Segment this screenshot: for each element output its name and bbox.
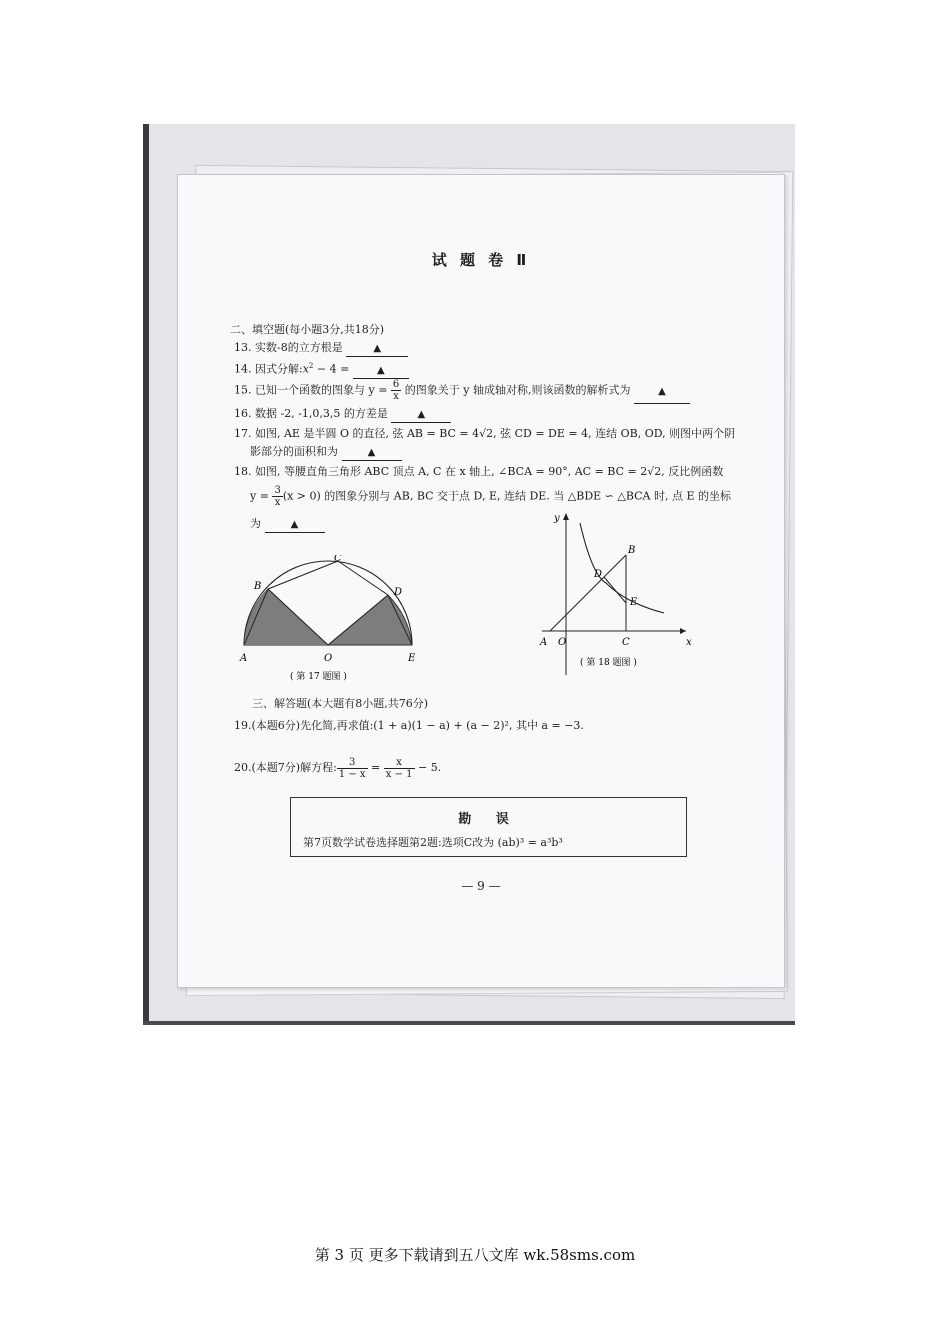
label-C: C [622, 637, 630, 648]
section-heading-fill-in: 二、填空题(每小题3分,共18分) [230, 323, 385, 336]
label-D: D [394, 587, 403, 598]
blank-mark: ▲ [417, 409, 426, 420]
label-B: B [628, 545, 636, 556]
variable-x: x [302, 362, 309, 376]
question-17-line2-text: 影部分的面积和为 [250, 445, 338, 458]
question-19: 19.(本题6分)先化简,再求值:(1 + a)(1 − a) + (a − 2)², 其中 a = −3. [234, 719, 584, 732]
blank-mark: ▲ [376, 364, 385, 376]
equals-sign: = [367, 761, 384, 774]
answer-blank [634, 380, 690, 404]
label-O: O [558, 637, 567, 648]
question-18-line2-pre: y = [250, 489, 273, 503]
scan-edge-bottom [143, 1021, 795, 1025]
blank-mark: ▲ [373, 343, 382, 354]
question-20 [234, 755, 441, 781]
footer-text: 第 3 页 更多下载请到五八文库 wk.58sms.com [314, 1246, 636, 1264]
fraction [272, 485, 282, 508]
figure-17-caption: ( 第 17 题图 ) [290, 672, 347, 682]
fraction-numerator: 6 [392, 379, 400, 390]
figure-17 [238, 555, 428, 685]
page-number: — 9 — [461, 879, 501, 893]
label-E: E [408, 653, 416, 664]
figure-18-caption: ( 第 18 题图 ) [580, 658, 637, 668]
question-14-rest: − 4 = [313, 362, 353, 376]
question-13 [234, 341, 408, 357]
page-title: 试 题 卷 Ⅱ [431, 251, 531, 269]
exam-page [177, 174, 785, 988]
errata-box [290, 797, 687, 857]
answer-blank [346, 341, 408, 357]
label-C: C [334, 555, 342, 564]
question-18-line1: 18. 如图, 等腰直角三角形 ABC 顶点 A, C 在 x 轴上, ∠BCA = 90°, AC = BC = 2√2, 反比例函数 [234, 465, 724, 478]
blank-mark: ▲ [367, 447, 376, 458]
blank-mark: ▲ [658, 385, 666, 397]
fraction-denominator: 1 − x [338, 768, 366, 780]
y-axis-arrow [563, 513, 569, 520]
fraction [337, 757, 368, 780]
errata-title: 勘 误 [458, 812, 519, 827]
fraction-numerator: 3 [274, 485, 281, 496]
exponent: 2 [308, 362, 314, 370]
hyperbola-curve [580, 523, 664, 613]
question-14 [234, 359, 409, 379]
scan-edge-left [143, 124, 149, 1025]
fraction-denominator: x [393, 391, 399, 402]
label-x: x [686, 637, 692, 648]
fraction-numerator: 3 [337, 757, 368, 769]
label-O: O [324, 653, 333, 664]
fraction [384, 757, 415, 780]
label-A: A [240, 653, 248, 664]
label-D: D [594, 569, 603, 580]
question-17-line2 [250, 445, 402, 461]
x-axis-arrow [680, 628, 686, 634]
answer-blank [342, 445, 402, 461]
question-18-line3 [250, 517, 325, 533]
question-18-line2-post: (x > 0) 的图象分别与 AB, BC 交于点 D, E, 连结 DE. 当 △BDE ∽ △BCA 时, 点 E 的坐标 [282, 489, 732, 503]
answer-blank [265, 517, 325, 533]
shaded-region-left-arc [244, 589, 328, 645]
segment-DE [604, 577, 626, 603]
question-15-suffix: 的图象关于 y 轴成轴对称,则该函数的解析式为 [401, 383, 631, 397]
fraction-denominator: x − 1 [385, 768, 413, 780]
label-A: A [540, 637, 548, 648]
question-15-prefix: 15. 已知一个函数的图象与 y = [234, 383, 391, 397]
label-E: E [630, 597, 638, 608]
blank-mark: ▲ [290, 519, 299, 530]
answer-blank [353, 363, 409, 379]
question-17-line1: 17. 如图, AE 是半圆 O 的直径, 弦 AB = BC = 4√2, 弦 CD = DE = 4, 连结 OB, OD, 则图中两个阴 [234, 427, 736, 440]
fraction-numerator: x [384, 757, 415, 769]
fraction-denominator: x [274, 497, 281, 508]
question-20-post: − 5. [414, 761, 442, 774]
answer-blank [391, 407, 451, 423]
chord-CD [338, 561, 388, 595]
fraction [391, 379, 401, 402]
question-16-text: 16. 数据 -2, -1,0,3,5 的方差是 [234, 407, 388, 420]
question-16 [234, 407, 451, 423]
question-15 [234, 379, 690, 404]
section-heading-solutions: 三、解答题(本大题有8小题,共76分) [252, 697, 429, 710]
figure-18 [536, 505, 696, 675]
segment-AB [550, 555, 626, 631]
errata-body: 第7页数学试卷选择题第2题:选项C改为 (ab)³ = a³b³ [303, 836, 563, 849]
scanned-photo [143, 124, 795, 1025]
label-y: y [554, 513, 560, 524]
question-13-text: 13. 实数-8的立方根是 [234, 341, 343, 354]
shaded-region-right [328, 595, 412, 645]
question-14-prefix: 14. 因式分解: [234, 362, 303, 376]
question-20-pre: 20.(本题7分)解方程: [234, 761, 337, 774]
question-18-line3-text: 为 [250, 517, 261, 530]
label-B: B [254, 581, 262, 592]
